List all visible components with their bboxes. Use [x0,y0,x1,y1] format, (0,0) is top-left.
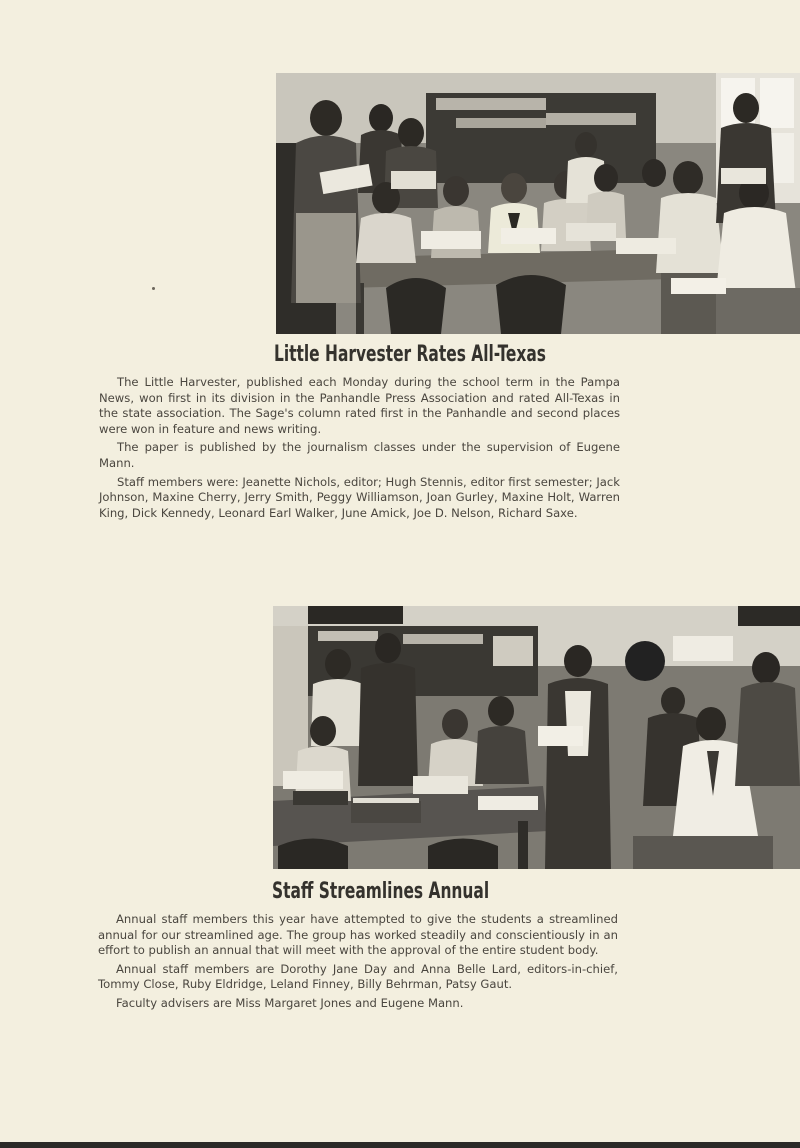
section-title-staff-streamlines: Staff Streamlines Annual [272,879,490,904]
annual-staff-photo [273,606,800,869]
staff-streamlines-article [98,912,618,1015]
article-paragraph: The Little Harvester, published each Monday during the school term in the Pampa News, won first in its division in the Panhandle Press Association and rated All-Texas in the state association. The Sage's column rated first in the Panhandle and second places were won in feature and news writing. [99,375,620,436]
article-paragraph: Staff members were: Jeanette Nichols, editor; Hugh Stennis, editor first semester; Jack Johnson, Maxine Cherry, Jerry Smith, Peggy Williamson, Joan Gurley, Maxine Holt, Warren King, Dick Kennedy, Leonard Earl Walker, June Amick, Joe D. Nelson, Richard Saxe. [99,474,620,520]
article-paragraph: Annual staff members this year have attempted to give the students a streamlined annual for our streamlined age. The group has worked steadily and conscientiously in an effort to publish an annual that will meet with the approval of the entire student body. [98,912,618,958]
journalism-class-photo [276,73,800,334]
paper-speck [152,287,155,290]
article-paragraph: The paper is published by the journalism classes under the supervision of Eugene Mann. [99,440,620,470]
section-title-little-harvester: Little Harvester Rates All-Texas [274,342,546,367]
article-paragraph: Annual staff members are Dorothy Jane Day and Anna Belle Lard, editors-in-chief, Tommy Close, Ruby Eldridge, Leland Finney, Billy Behrman, Patsy Gaut. [98,961,618,992]
little-harvester-article [99,375,620,524]
page-bottom-edge [0,1142,800,1148]
article-paragraph: Faculty advisers are Miss Margaret Jones and Eugene Mann. [116,995,464,1010]
